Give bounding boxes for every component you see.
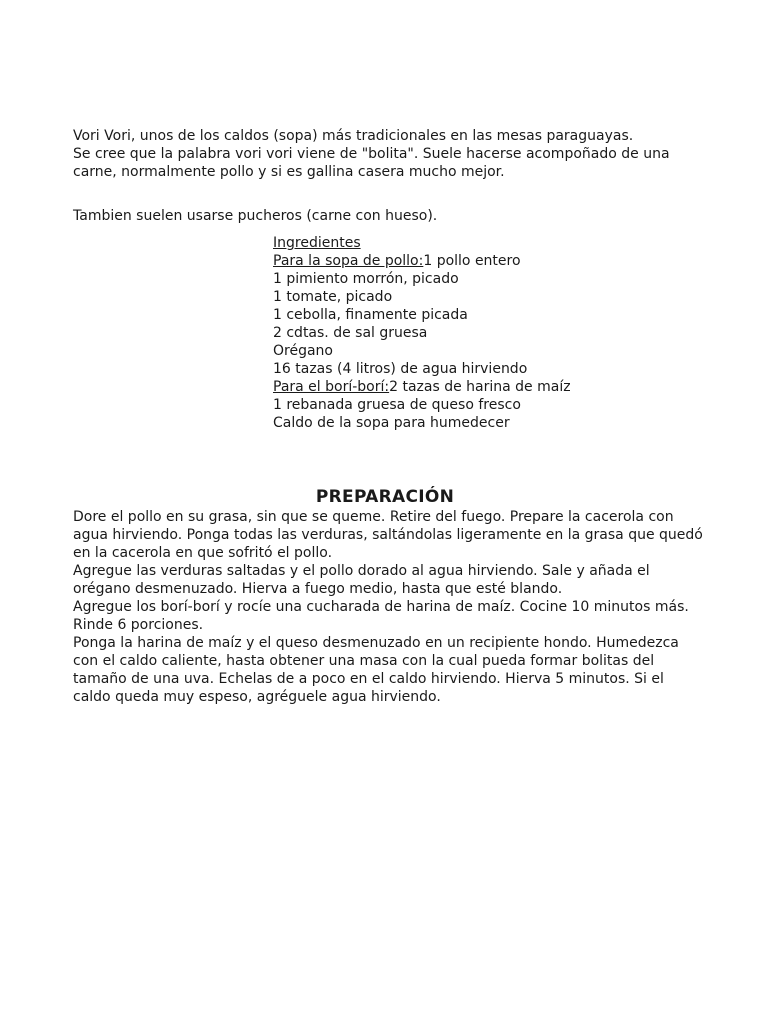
ingredient-item: 16 tazas (4 litros) de agua hirviendo — [273, 361, 528, 377]
preparation-line: Agregue las verduras saltadas y el pollo dorado al agua hirviendo. Sale y añada el — [73, 563, 650, 579]
preparation-line: Agregue los borí-borí y rocíe una cucharada de harina de maíz. Cocine 10 minutos más. — [73, 599, 689, 615]
preparation-line: con el caldo caliente, hasta obtener una masa con la cual pueda formar bolitas del — [73, 653, 655, 669]
ingredient-item: 1 cebolla, finamente picada — [273, 307, 468, 323]
preparation-line: en la cacerola en que sofritó el pollo. — [73, 545, 333, 561]
ingredient-item: 1 pollo entero — [423, 253, 521, 269]
ingredient-item: 1 tomate, picado — [273, 289, 393, 305]
ingredient-row — [273, 252, 713, 270]
ingredient-item: 1 pimiento morrón, picado — [273, 271, 459, 287]
preparation-title-text: PREPARACIÓN — [315, 487, 455, 507]
ingredient-item: Caldo de la sopa para humedecer — [273, 415, 510, 431]
intro-note: Tambien suelen usarse pucheros (carne con hueso). — [73, 208, 438, 224]
intro-line: Se cree que la palabra vori vori viene de "bolita". Suele hacerse acompoñado de una — [73, 146, 670, 162]
ingredient-item: 1 rebanada gruesa de queso fresco — [273, 397, 521, 413]
preparation-title — [0, 486, 768, 508]
ingredients-heading: Ingredientes — [273, 235, 361, 251]
intro-paragraph — [73, 127, 713, 181]
preparation-line: Dore el pollo en su grasa, sin que se queme. Retire del fuego. Prepare la cacerola con — [73, 509, 674, 525]
intro-line: Vori Vori, unos de los caldos (sopa) más tradicionales en las mesas paraguayas. — [73, 128, 634, 144]
preparation-line: agua hirviendo. Ponga todas las verduras, saltándolas ligeramente en la grasa que quedó — [73, 527, 703, 543]
ingredient-row — [273, 378, 713, 396]
preparation-text — [73, 508, 713, 706]
preparation-line: Ponga la harina de maíz y el queso desmenuzado en un recipiente hondo. Humedezca — [73, 635, 679, 651]
soup-section-label: Para la sopa de pollo: — [273, 253, 424, 269]
preparation-line: Rinde 6 porciones. — [73, 617, 204, 633]
ingredient-item: Orégano — [273, 343, 333, 359]
ingredient-item: 2 tazas de harina de maíz — [389, 379, 571, 395]
preparation-line: orégano desmenuzado. Hierva a fuego medio, hasta que esté blando. — [73, 581, 563, 597]
preparation-line: tamaño de una uva. Echelas de a poco en el caldo hirviendo. Hierva 5 minutos. Si el — [73, 671, 664, 687]
bori-section-label: Para el borí-borí: — [273, 379, 390, 395]
intro-line: carne, normalmente pollo y si es gallina casera mucho mejor. — [73, 164, 505, 180]
ingredient-item: 2 cdtas. de sal gruesa — [273, 325, 428, 341]
ingredients-list — [273, 234, 713, 432]
preparation-line: caldo queda muy espeso, agréguele agua hirviendo. — [73, 689, 441, 705]
